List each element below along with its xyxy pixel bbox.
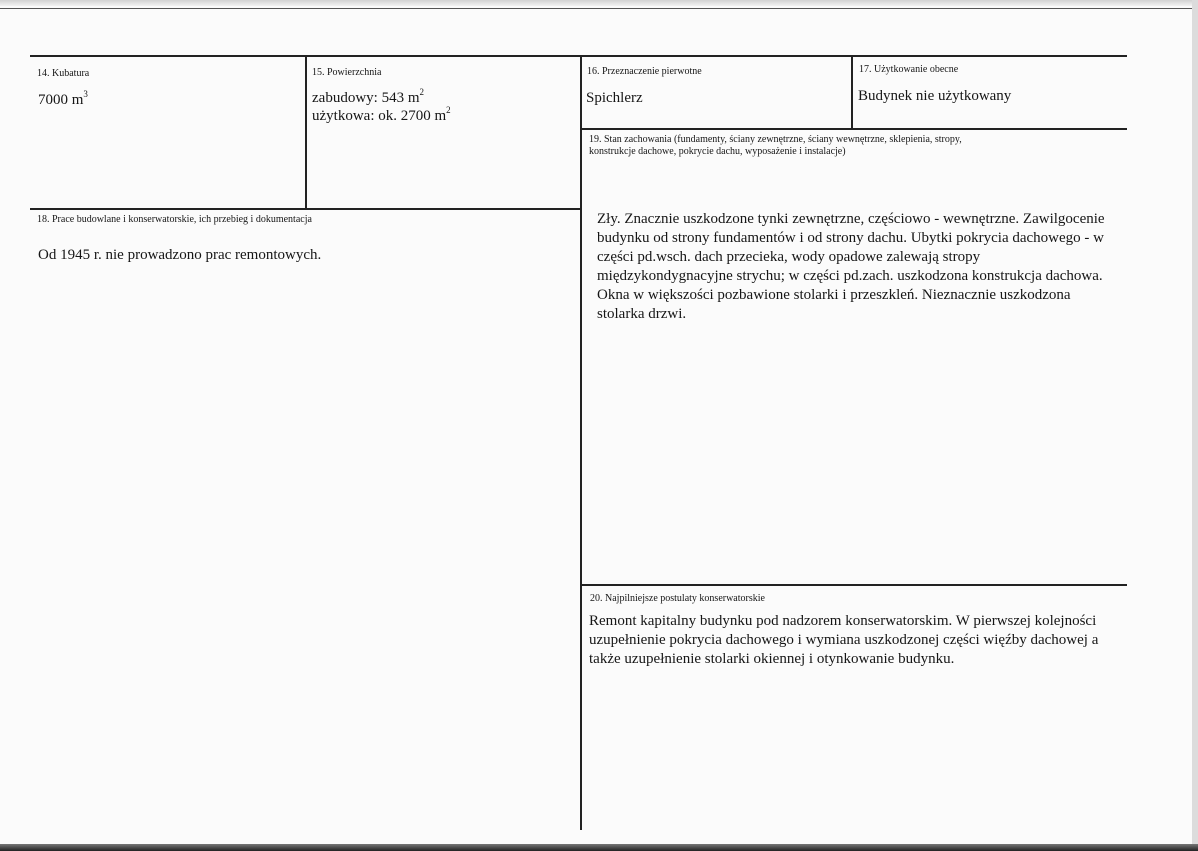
powierzchnia-label: 15. Powierzchnia xyxy=(312,67,382,78)
grid-line-right-header xyxy=(580,128,1127,130)
prace-value: Od 1945 r. nie prowadzono prac remontowych. xyxy=(38,247,322,263)
kubatura-exponent: 3 xyxy=(83,89,88,99)
kubatura-value xyxy=(38,91,88,109)
scan-top-edge xyxy=(0,0,1198,6)
powierzchnia-uzytkowa-exponent: 2 xyxy=(446,105,451,115)
przeznaczenie-label: 16. Przeznaczenie pierwotne xyxy=(587,66,702,77)
top-rule xyxy=(0,8,1198,9)
grid-line-postulaty xyxy=(582,584,1127,586)
grid-line-v1 xyxy=(305,55,307,210)
prace-label: 18. Prace budowlane i konserwatorskie, ich przebieg i dokumentacja xyxy=(37,214,312,225)
postulaty-value: Remont kapitalny budynku pod nadzorem konserwatorskim. W pierwszej kolejności uzupełnienie pokrycia dachowego i wymiana uszkodzonej części więźby dachowej a także uzupełnienie stolarki okiennej i otynkowanie budynku. xyxy=(589,613,1099,667)
scan-bottom-edge xyxy=(0,844,1198,851)
grid-line-v2 xyxy=(580,55,582,830)
uzytkowanie-label: 17. Użytkowanie obecne xyxy=(859,64,959,75)
postulaty-label: 20. Najpilniejsze postulaty konserwatorskie xyxy=(590,593,765,604)
grid-line-top xyxy=(30,55,1127,57)
kubatura-label: 14. Kubatura xyxy=(37,68,90,79)
kubatura-number: 7000 m xyxy=(38,92,84,108)
przeznaczenie-value: Spichlerz xyxy=(586,90,643,106)
powierzchnia-zabudowy xyxy=(312,89,424,107)
powierzchnia-uzytkowa xyxy=(312,107,451,125)
powierzchnia-zabudowy-exponent: 2 xyxy=(419,87,424,97)
powierzchnia-uzytkowa-text: użytkowa: ok. 2700 m xyxy=(312,108,447,124)
scan-right-edge xyxy=(1192,0,1198,851)
stan-label: 19. Stan zachowania (fundamenty, ściany zewnętrzne, ściany wewnętrzne, sklepienia, stropy, konstrukcje dachowe, pokrycie dachu, wyposażenie i instalacje) xyxy=(589,134,962,157)
grid-line-v3 xyxy=(851,55,853,130)
stan-value: Zły. Znacznie uszkodzone tynki zewnętrzne, częściowo - wewnętrzne. Zawilgocenie budynku od strony fundamentów i od strony dachu. Ubytki pokrycia dachowego - w części pd.wsch. dach przecieka, wody opadowe zalewają stropy międzykondygnacyjne strychu; w części pd.zach. uszkodzona konstrukcja dachowa. Okna w większości pozbawione stolarki i przeszkleń. Nieznacznie uszkodzona stolarka drzwi. xyxy=(597,211,1105,322)
uzytkowanie-value: Budynek nie użytkowany xyxy=(858,88,1012,104)
powierzchnia-zabudowy-text: zabudowy: 543 m xyxy=(312,90,420,106)
